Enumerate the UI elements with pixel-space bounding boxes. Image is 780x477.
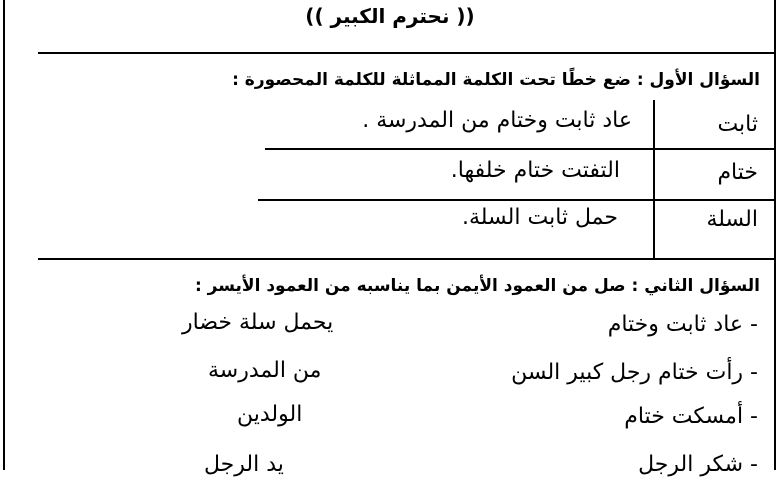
table-row-1-word: ثابت — [717, 112, 758, 137]
table-row-3-word: السلة — [706, 207, 758, 232]
divider-middle — [38, 258, 774, 260]
match-right-item-2: - رأت ختام رجل كبير السن — [511, 360, 758, 385]
question-1-heading: السؤال الأول : ضع خطًا تحت الكلمة المماثلة للكلمة المحصورة : — [232, 70, 760, 90]
page-border-left — [3, 0, 5, 470]
table-row-divider-1 — [265, 148, 774, 150]
match-right-item-3: - أمسكت ختام — [624, 404, 758, 429]
table-row-2-word: ختام — [717, 160, 758, 185]
page-border-right — [774, 0, 776, 470]
table-row-2-sentence: التفتت ختام خلفها. — [450, 158, 620, 183]
question-2-heading: السؤال الثاني : صل من العمود الأيمن بما يناسبه من العمود الأيسر : — [194, 276, 760, 296]
table-row-divider-2 — [258, 199, 774, 201]
match-right-item-1: - عاد ثابت وختام — [607, 312, 758, 337]
match-left-item-1: يحمل سلة خضار — [182, 310, 334, 335]
match-right-item-4: - شكر الرجل — [638, 452, 758, 477]
page-title: (( نحترم الكبير )) — [305, 4, 475, 28]
divider-top — [38, 52, 774, 54]
table-row-3-sentence: حمل ثابت السلة. — [461, 205, 618, 230]
table-row-1-sentence: عاد ثابت وختام من المدرسة . — [362, 108, 632, 133]
match-left-item-4: يد الرجل — [204, 452, 284, 477]
match-left-item-2: من المدرسة — [208, 358, 322, 383]
table-column-divider — [653, 100, 655, 258]
match-left-item-3: الولدين — [237, 402, 303, 427]
